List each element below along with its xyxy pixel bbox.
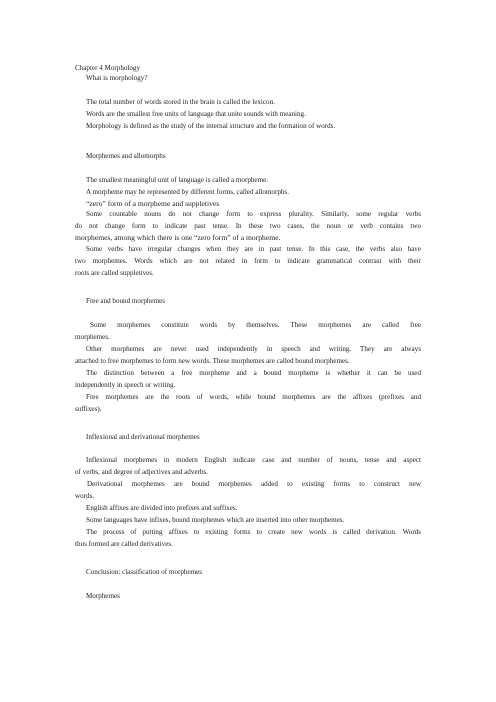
morpheme-def-line: The smallest meaningful unit of language is called a morpheme. bbox=[86, 176, 269, 184]
other-line-1: Other morphemes are never used independently in speech and writing. They are always bbox=[86, 345, 421, 353]
section-question: What is morphology? bbox=[86, 74, 148, 82]
distinction-line-2: independently in speech or writing. bbox=[75, 381, 176, 389]
affix-line: English affixes are divided into prefixes and suffixes. bbox=[86, 504, 238, 512]
roots-line-2: suffixes). bbox=[75, 405, 102, 413]
zero-para-line-3: morphemes, among which there is one “zero form” of a morpheme. bbox=[75, 233, 281, 242]
process-line-1: The process of putting affixes to existing forms to create new words is called derivation. Words bbox=[86, 528, 421, 536]
roots-line-1: Free morphemes are the roots of words, while bound morphemes are the affixes (prefixes and bbox=[86, 393, 421, 401]
inflexional-heading: Inflexional and derivational morphemes bbox=[86, 433, 200, 441]
suppletive-line-2: two morphemes. Words which are not related in form to indicate grammatical contrast with their bbox=[75, 257, 421, 265]
morphemes-heading: Morphemes and allomorphs bbox=[86, 152, 166, 160]
free-line-1: Some morphemes constitute words by themselves. These morphemes are called free bbox=[90, 321, 421, 329]
zero-para-line-1: Some countable nouns do not change form to express plurality. Similarly, some regular verbs bbox=[86, 210, 421, 218]
derivational-line-1: Derivational morphemes are bound morphemes added to existing forms to construct new bbox=[87, 480, 421, 488]
free-bound-heading: Free and bound morphemes bbox=[86, 297, 165, 305]
free-line-2: morphemes. bbox=[75, 333, 110, 341]
suppletive-line-3: roots are called suppletives. bbox=[75, 269, 154, 277]
intro-line-3: Morphology is defined as the study of the internal structure and the formation of words. bbox=[86, 122, 336, 130]
zero-form-heading: “zero” form of a morpheme and suppletives bbox=[86, 199, 220, 208]
suppletive-line-1: Some verbs have irregular changes when they are in past tense. In this case, the verbs also have bbox=[86, 245, 421, 253]
intro-line-2: Words are the smallest free units of language that unite sounds with meaning. bbox=[86, 110, 306, 118]
zero-para-line-2: do not change form to indicate past tense. In these two cases, the noun or verb contains two bbox=[75, 222, 421, 230]
intro-line-1: The total number of words stored in the brain is called the lexicon. bbox=[86, 98, 275, 106]
conclusion-heading: Conclusion: classification of morphemes bbox=[86, 568, 203, 576]
process-line-2: thus formed are called derivatives. bbox=[75, 540, 173, 548]
chapter-title: Chapter 4 Morphology bbox=[75, 64, 141, 72]
inflexional-line-1: Inflexional morphemes in modern English indicate case and number of nouns, tense and aspect bbox=[86, 456, 421, 464]
infix-line: Some languages have infixes, bound morphemes which are inserted into other morphemes. bbox=[86, 516, 345, 524]
other-line-2: attached to free morphemes to form new words. These morphemes are called bound morphemes. bbox=[75, 357, 350, 365]
distinction-line-1: The distinction between a free morpheme and a bound morpheme is whether it can be used bbox=[86, 369, 421, 377]
inflexional-line-2: of verbs, and degree of adjectives and adverbs. bbox=[75, 468, 208, 476]
morphemes-label: Morphemes bbox=[86, 592, 120, 600]
derivational-line-2: words. bbox=[75, 492, 95, 500]
allomorph-def-line: A morpheme may be represented by different forms, called allomorphs. bbox=[86, 188, 289, 196]
